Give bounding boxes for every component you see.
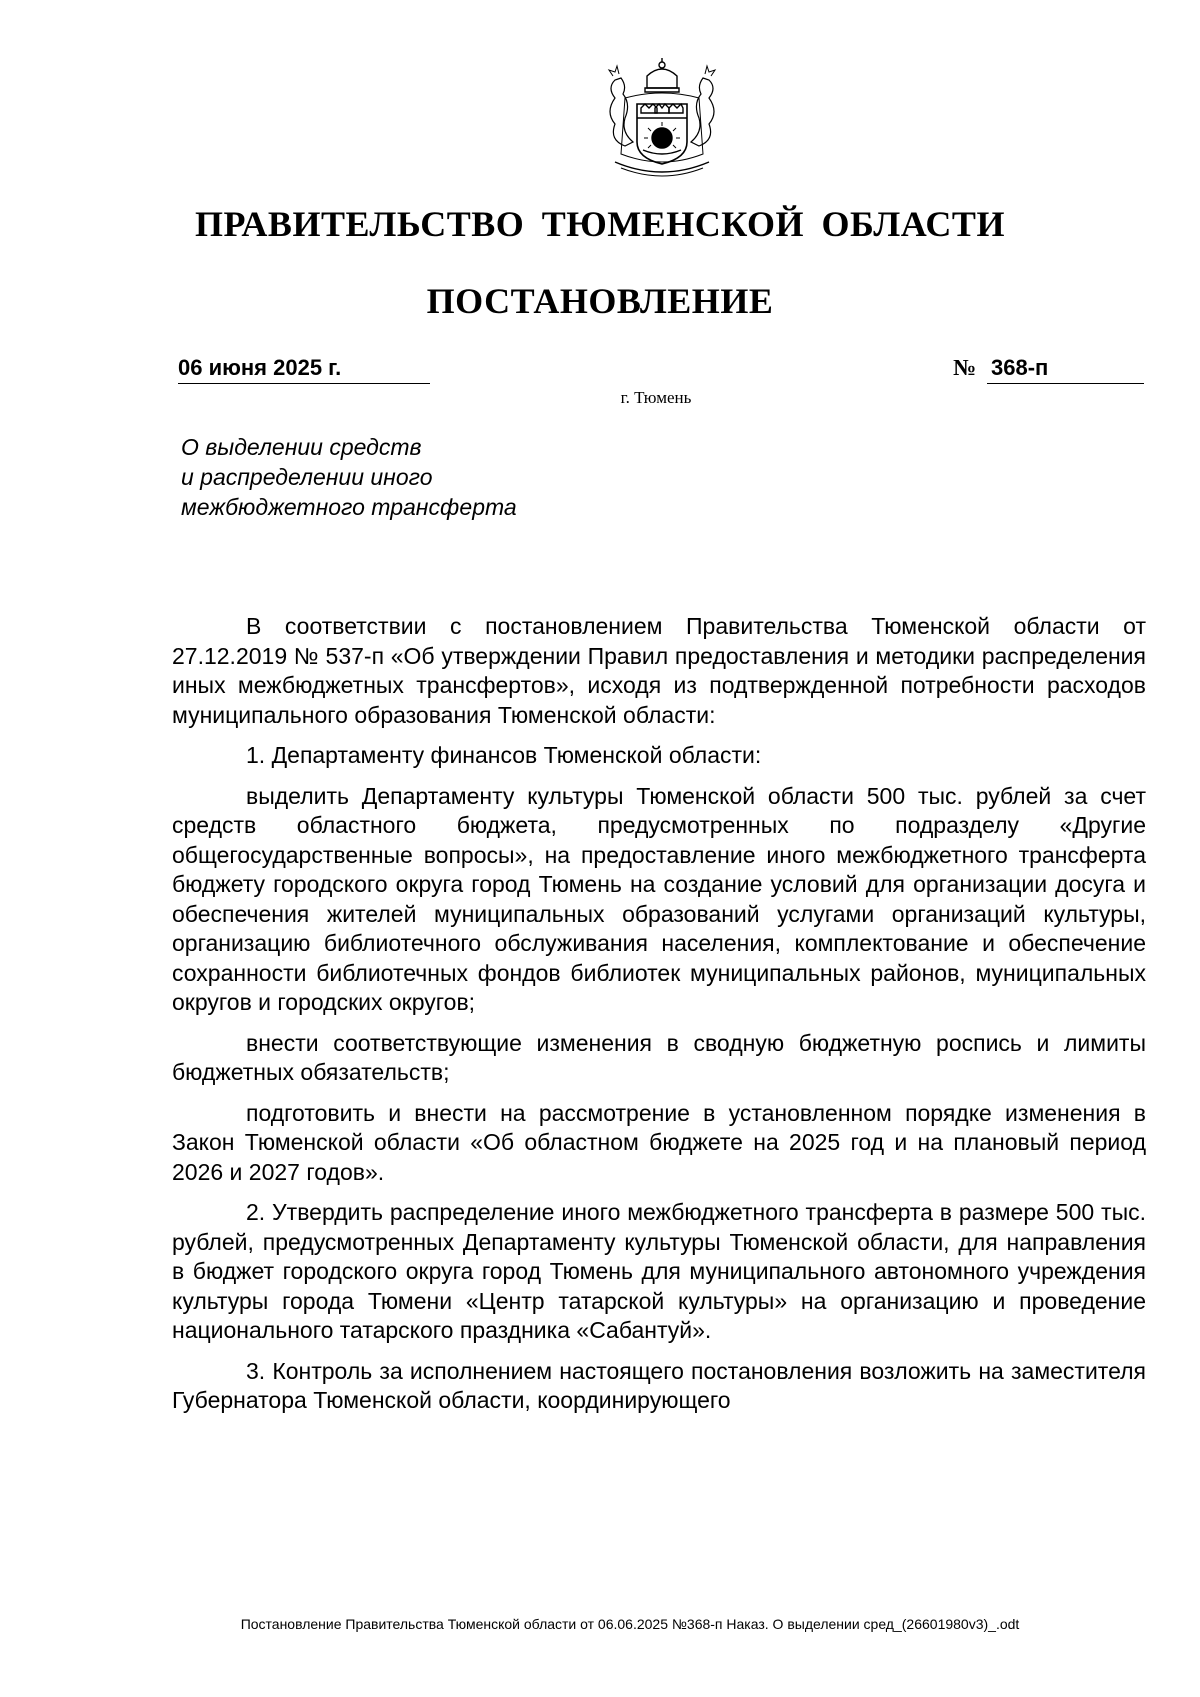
- subject-line: межбюджетного трансферта: [181, 494, 517, 520]
- number-sign: №: [953, 355, 977, 380]
- body-paragraph-item-3: 3. Контроль за исполнением настоящего постановления возложить на заместителя Губернатора Тюменской области, координирующего: [172, 1357, 1146, 1413]
- coat-of-arms-icon: [585, 58, 739, 184]
- document-body: [172, 612, 1146, 1427]
- document-city: г. Тюмень: [620, 388, 692, 407]
- government-title: ПРАВИТЕЛЬСТВО ТЮМЕНСКОЙ ОБЛАСТИ: [195, 204, 1005, 244]
- body-paragraph-allocate: выделить Департаменту культуры Тюменской области 500 тыс. рублей за счет средств областного бюджета, предусмотренных по подразделу «Другие общегосударственные вопросы», на предоставление иного межбюджетного трансферта бюджету городского округа город Тюмень на создание условий для организации досуга и обеспечения жителей муниципальных образований услугами организаций культуры, организацию библиотечного обслуживания населения, комплектование и обеспечение сохранности библиотечных фондов библиотек муниципальных районов, муниципальных округов и городских округов;: [172, 782, 1146, 1015]
- document-number-block: [953, 355, 1140, 381]
- body-paragraph-preamble: В соответствии с постановлением Правительства Тюменской области от 27.12.2019 № 537-п «Об утверждении Правил предоставления и методики распределения иных межбюджетных трансфертов», исходя из подтвержденной потребности расходов муниципального образования Тюменской области:: [172, 613, 1146, 728]
- document-type-title: ПОСТАНОВЛЕНИЕ: [426, 281, 774, 321]
- body-paragraph-prepare-law: подготовить и внести на рассмотрение в установленном порядке изменения в Закон Тюменской области «Об областном бюджете на 2025 год и на плановый период 2026 и 2027 годов».: [172, 1099, 1146, 1185]
- body-paragraph-amend-budget: внести соответствующие изменения в сводную бюджетную роспись и лимиты бюджетных обязательств;: [172, 1029, 1146, 1085]
- document-date: 06 июня 2025 г.: [178, 355, 430, 384]
- document-number: 368-п: [987, 355, 1144, 384]
- body-paragraph-item-2: 2. Утвердить распределение иного межбюджетного трансферта в размере 500 тыс. рублей, предусмотренных Департаменту культуры Тюменской области, для направления в бюджет городского округа город Тюмень для муниципального автономного учреждения культуры города Тюмени «Центр татарской культуры» на организацию и проведение национального татарского праздника «Сабантуй».: [172, 1199, 1146, 1343]
- subject-line: и распределении иного: [181, 464, 433, 490]
- document-subject: [181, 432, 601, 522]
- page-footer: Постановление Правительства Тюменской области от 06.06.2025 №368-п Наказ. О выделении сред_(26601980v3)_.odt: [240, 1616, 1020, 1632]
- body-paragraph-item-1: 1. Департаменту финансов Тюменской области:: [246, 742, 762, 768]
- subject-line: О выделении средств: [181, 434, 422, 460]
